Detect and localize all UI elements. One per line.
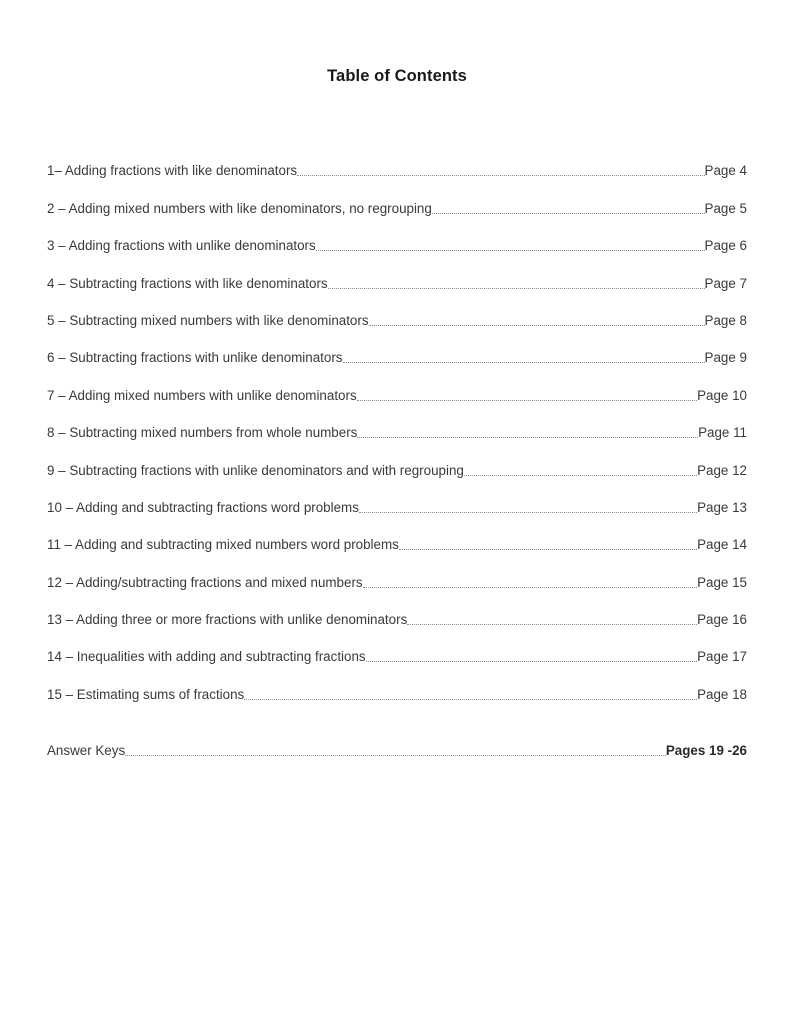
toc-entry-3 bbox=[47, 218, 747, 255]
toc-entry-page: Page 8 bbox=[704, 312, 747, 328]
toc-entry-page: Page 7 bbox=[704, 275, 747, 291]
toc-entry-label: 6 – Subtracting fractions with unlike denominators bbox=[47, 350, 343, 366]
toc-entry-5 bbox=[47, 293, 747, 330]
toc-entry-15 bbox=[47, 666, 747, 703]
toc-entry-page: Page 18 bbox=[697, 686, 747, 702]
dot-leader bbox=[464, 475, 697, 476]
dot-leader bbox=[407, 624, 697, 625]
toc-entry-page: Page 12 bbox=[697, 462, 747, 478]
toc-entry-7 bbox=[47, 367, 747, 404]
toc-entry-2 bbox=[47, 180, 747, 217]
toc-entry-label: 11 – Adding and subtracting mixed numbers word problems bbox=[47, 537, 399, 553]
toc-entry-label: 4 – Subtracting fractions with like denominators bbox=[47, 275, 328, 291]
toc-entry-14 bbox=[47, 629, 747, 666]
dot-leader bbox=[357, 400, 697, 401]
dot-leader bbox=[357, 437, 698, 438]
toc-entry-label: 2 – Adding mixed numbers with like denominators, no regrouping bbox=[47, 200, 432, 216]
toc-entry-12 bbox=[47, 554, 747, 591]
dot-leader bbox=[369, 325, 705, 326]
dot-leader bbox=[125, 755, 666, 756]
toc-entry-page: Page 6 bbox=[704, 238, 747, 254]
dot-leader bbox=[343, 362, 705, 363]
dot-leader bbox=[432, 213, 705, 214]
toc-entry-label: 12 – Adding/subtracting fractions and mixed numbers bbox=[47, 574, 363, 590]
toc-entry-6 bbox=[47, 330, 747, 367]
dot-leader bbox=[363, 587, 698, 588]
document-title: Table of Contents bbox=[327, 67, 467, 85]
toc-entry-label: 15 – Estimating sums of fractions bbox=[47, 686, 245, 702]
toc-entry-page: Page 17 bbox=[697, 649, 747, 665]
toc-entry-page: Page 5 bbox=[704, 200, 747, 216]
toc-entry-13 bbox=[47, 592, 747, 629]
toc-entry-label: 5 – Subtracting mixed numbers with like denominators bbox=[47, 312, 369, 328]
toc-entry-answer-keys bbox=[47, 723, 747, 760]
toc-entry-page: Page 9 bbox=[704, 350, 747, 366]
toc-entry-1 bbox=[47, 143, 747, 180]
toc-entry-11 bbox=[47, 517, 747, 554]
toc-entry-label: 1– Adding fractions with like denominators bbox=[47, 163, 298, 179]
toc-entry-page: Pages 19 -26 bbox=[665, 743, 747, 759]
toc-entry-8 bbox=[47, 405, 747, 442]
dot-leader bbox=[399, 549, 697, 550]
toc-entry-label: Answer Keys bbox=[47, 743, 126, 759]
toc-entry-label: 8 – Subtracting mixed numbers from whole numbers bbox=[47, 425, 358, 441]
dot-leader bbox=[328, 288, 705, 289]
dot-leader bbox=[244, 699, 697, 700]
toc-entry-9 bbox=[47, 442, 747, 479]
toc-entry-page: Page 11 bbox=[698, 425, 747, 441]
toc-entry-label: 3 – Adding fractions with unlike denominators bbox=[47, 238, 316, 254]
toc-entry-page: Page 10 bbox=[697, 387, 747, 403]
dot-leader bbox=[316, 250, 705, 251]
toc-entry-page: Page 13 bbox=[697, 499, 747, 515]
toc-entry-page: Page 4 bbox=[704, 163, 747, 179]
toc-entry-label: 7 – Adding mixed numbers with unlike denominators bbox=[47, 387, 357, 403]
dot-leader bbox=[366, 661, 698, 662]
toc-entry-page: Page 16 bbox=[697, 612, 747, 628]
toc-entry-page: Page 15 bbox=[697, 574, 747, 590]
toc-entry-page: Page 14 bbox=[697, 537, 747, 553]
toc-entry-label: 13 – Adding three or more fractions with unlike denominators bbox=[47, 612, 408, 628]
toc-entry-label: 14 – Inequalities with adding and subtracting fractions bbox=[47, 649, 366, 665]
toc-entry-label: 10 – Adding and subtracting fractions word problems bbox=[47, 499, 359, 515]
dot-leader bbox=[359, 512, 697, 513]
table-of-contents bbox=[47, 143, 747, 760]
toc-entry-4 bbox=[47, 255, 747, 292]
toc-entry-label: 9 – Subtracting fractions with unlike denominators and with regrouping bbox=[47, 462, 464, 478]
toc-entry-10 bbox=[47, 480, 747, 517]
dot-leader bbox=[297, 175, 704, 176]
